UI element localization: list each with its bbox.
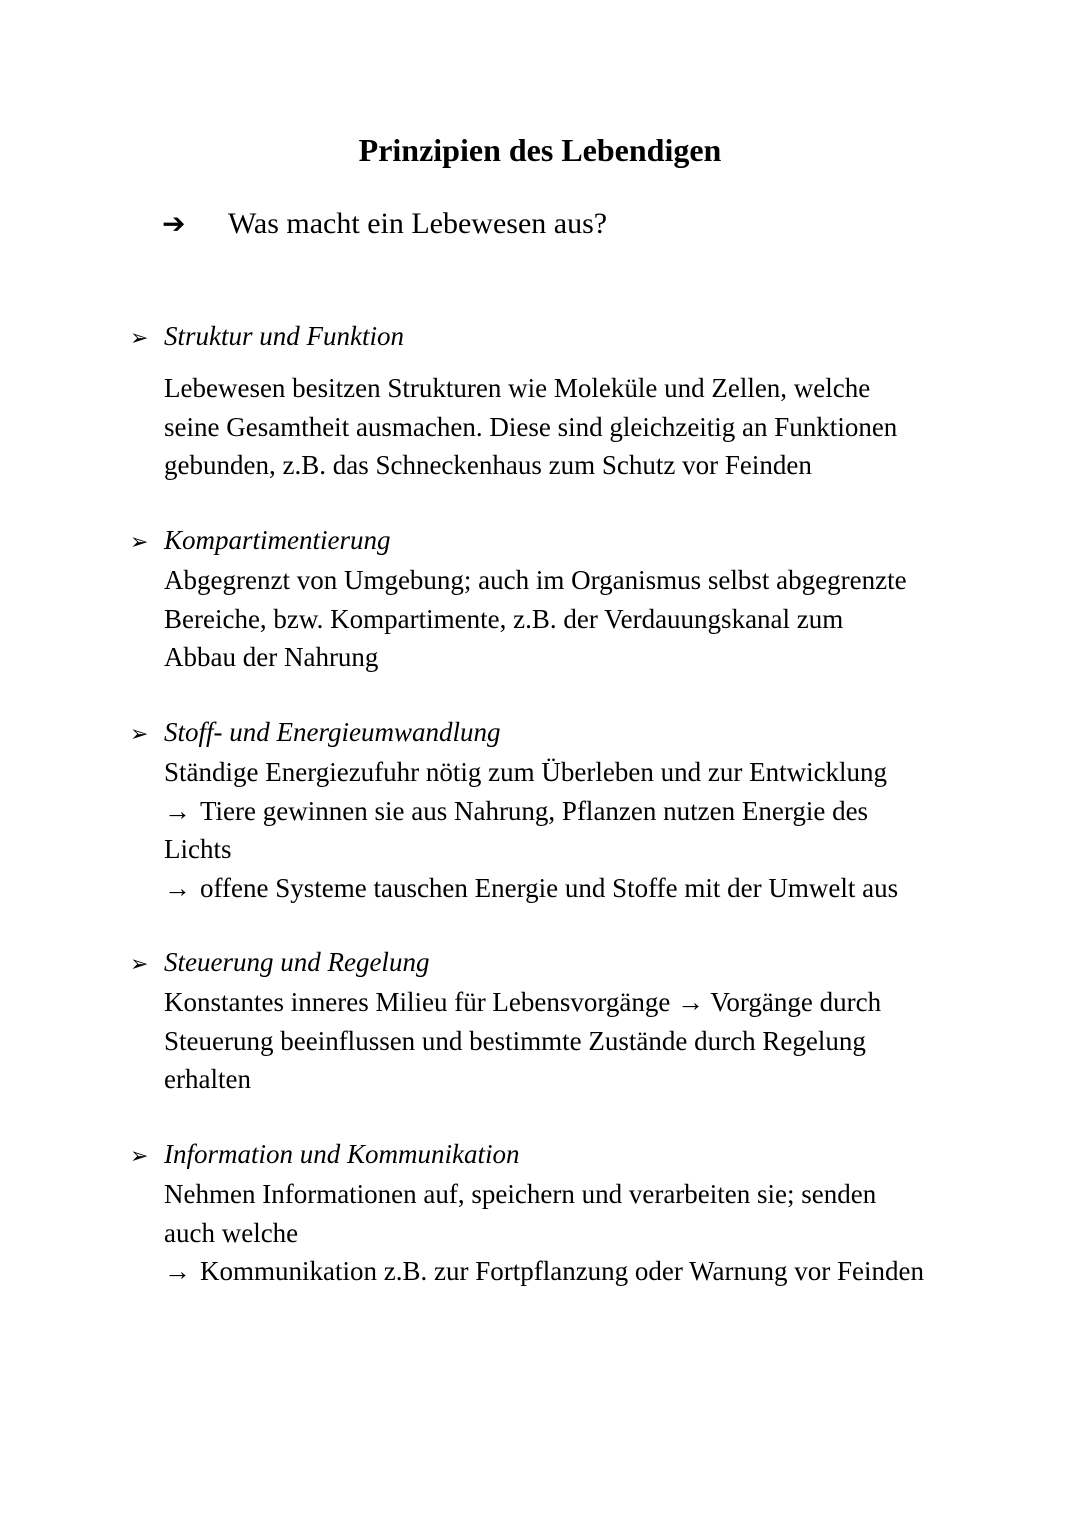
- bullet-arrowhead-icon: ➢: [130, 529, 149, 554]
- section-heading: [130, 521, 1030, 561]
- right-arrow-icon: →: [677, 987, 705, 1017]
- text-line: [164, 983, 1030, 1022]
- bold-arrow-icon: ➔: [162, 209, 186, 240]
- text-line: Lebewesen besitzen Strukturen wie Moleküle und Zellen, welche: [164, 373, 871, 403]
- section-steuerung-und-regelung: [130, 943, 1030, 1099]
- text-line: gebunden, z.B. das Schneckenhaus zum Schutz vor Feinden: [164, 450, 812, 480]
- text-segment: Konstantes inneres Milieu für Lebensvorgänge: [164, 987, 671, 1017]
- arrow-point-text: offene Systeme tauschen Energie und Stoffe mit der Umwelt aus: [200, 872, 899, 903]
- arrow-point: [164, 792, 1030, 869]
- section-heading-text: Steuerung und Regelung: [164, 947, 430, 977]
- paragraph: [164, 983, 1030, 1099]
- section-heading-text: Stoff- und Energieumwandlung: [164, 717, 501, 747]
- arrow-point-text: Tiere gewinnen sie aus Nahrung, Pflanzen nutzen Energie des: [200, 795, 869, 826]
- paragraph: [164, 561, 1030, 677]
- page-title: Prinzipien des Lebendigen: [358, 132, 722, 168]
- section-heading: [130, 943, 1030, 983]
- right-arrow-icon: →: [164, 1256, 191, 1286]
- text-segment: Vorgänge durch: [710, 987, 882, 1017]
- right-arrow-icon: →: [164, 795, 191, 826]
- section-heading: [130, 317, 1030, 357]
- section-information-und-kommunikation: [130, 1135, 1030, 1291]
- text-line: Abgegrenzt von Umgebung; auch im Organismus selbst abgegrenzte: [164, 565, 907, 595]
- arrow-point-text: Kommunikation z.B. zur Fortpflanzung oder Warnung vor Feinden: [200, 1256, 924, 1286]
- bullet-arrowhead-icon: ➢: [130, 325, 149, 350]
- bullet-arrowhead-icon: ➢: [130, 721, 149, 746]
- section-kompartimentierung: [130, 521, 1030, 677]
- section-heading-text: Kompartimentierung: [164, 525, 391, 555]
- bullet-arrowhead-icon: ➢: [130, 1143, 149, 1168]
- section-heading: [130, 1135, 1030, 1175]
- arrow-point-text: Lichts: [164, 834, 232, 864]
- bullet-arrowhead-icon: ➢: [130, 951, 149, 976]
- text-line: Steuerung beeinflussen und bestimmte Zustände durch Regelung: [164, 1025, 866, 1056]
- section-heading-text: Information und Kommunikation: [164, 1139, 520, 1169]
- text-line: Nehmen Informationen auf, speichern und verarbeiten sie; senden: [164, 1179, 877, 1209]
- arrow-point: [164, 869, 1030, 908]
- section-heading-text: Struktur und Funktion: [164, 321, 404, 351]
- section-stoff-und-energieumwandlung: [130, 713, 1030, 907]
- section-heading: [130, 713, 1030, 753]
- text-line: erhalten: [164, 1064, 251, 1094]
- arrow-point: [164, 1252, 1030, 1291]
- paragraph: [164, 1175, 1030, 1252]
- paragraph: [164, 753, 1030, 792]
- text-line: Abbau der Nahrung: [164, 642, 379, 672]
- section-struktur-und-funktion: [130, 317, 1030, 485]
- text-line: seine Gesamtheit ausmachen. Diese sind gleichzeitig an Funktionen: [164, 411, 898, 442]
- paragraph: [164, 369, 1030, 485]
- subtitle: [162, 202, 607, 247]
- text-line: Bereiche, bzw. Kompartimente, z.B. der Verdauungskanal zum: [164, 603, 844, 634]
- text-line: auch welche: [164, 1217, 299, 1248]
- text-line: Ständige Energiezufuhr nötig zum Überleben und zur Entwicklung: [164, 757, 888, 787]
- subtitle-text: Was macht ein Lebewesen aus?: [228, 207, 608, 240]
- right-arrow-icon: →: [164, 872, 191, 903]
